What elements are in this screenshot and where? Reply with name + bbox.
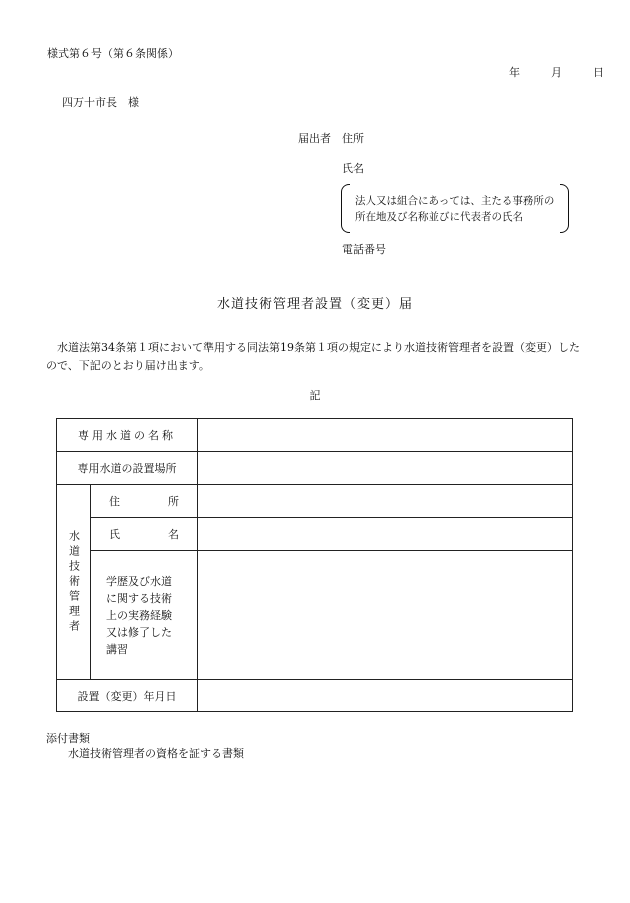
- date-month: 月: [551, 66, 562, 79]
- label-name-char-2: 名: [168, 528, 179, 541]
- label-setup-date: 設置（変更）年月日: [56, 679, 198, 712]
- label-name: [90, 517, 198, 551]
- form-number: 様式第６号（第６条関係）: [47, 47, 179, 60]
- field-facility-location[interactable]: [197, 451, 573, 485]
- date-year: 年: [509, 66, 520, 79]
- attachments-title: 添付書類: [46, 732, 90, 745]
- body-text: 水道法第34条第１項において準用する同法第19条第１項の規定により水道技術管理者を設置（変更）したので、下記のとおり届け出ます。: [46, 341, 580, 372]
- form-table: [56, 418, 573, 712]
- field-facility-name[interactable]: [197, 418, 573, 452]
- field-setup-date[interactable]: [197, 679, 573, 712]
- field-address[interactable]: [197, 484, 573, 518]
- attachment-item: 水道技術管理者の資格を証する書類: [68, 747, 244, 760]
- label-facility-location: 専用水道の設置場所: [56, 451, 198, 485]
- addressee: 四万十市長 様: [62, 96, 139, 109]
- corporation-note-text: [355, 193, 554, 225]
- label-facility-name: 専用水道の名称: [56, 418, 198, 452]
- label-name-char-1: 氏: [109, 528, 120, 541]
- left-bracket: [341, 184, 350, 233]
- date-day: 日: [593, 66, 604, 79]
- field-qualification[interactable]: [197, 550, 573, 680]
- right-bracket: [560, 184, 569, 233]
- label-qualification-text: 学歴及び水道に関する技術上の実務経験又は修了した講習: [106, 574, 172, 656]
- tech-manager-group-text: 水道技術管理者: [67, 529, 81, 635]
- label-address-char-1: 住: [109, 495, 120, 508]
- ki-marker: 記: [309, 389, 321, 402]
- submitter-address-label: 届出者 住所: [298, 132, 364, 145]
- submitter-name-label: 氏名: [342, 162, 364, 175]
- label-address: [90, 484, 198, 518]
- body-paragraph: [46, 339, 586, 375]
- label-qualification: [90, 550, 198, 680]
- phone-label: 電話番号: [342, 243, 386, 256]
- corporation-note: [341, 184, 569, 233]
- corporation-note-line-2: 所在地及び名称並びに代表者の氏名: [355, 211, 523, 223]
- label-address-char-2: 所: [168, 495, 179, 508]
- corporation-note-line-1: 法人又は組合にあっては、主たる事務所の: [355, 195, 555, 207]
- label-tech-manager-group: [56, 484, 91, 680]
- date-line: [509, 67, 604, 78]
- field-name[interactable]: [197, 517, 573, 551]
- document-title: 水道技術管理者設置（変更）届: [216, 297, 413, 312]
